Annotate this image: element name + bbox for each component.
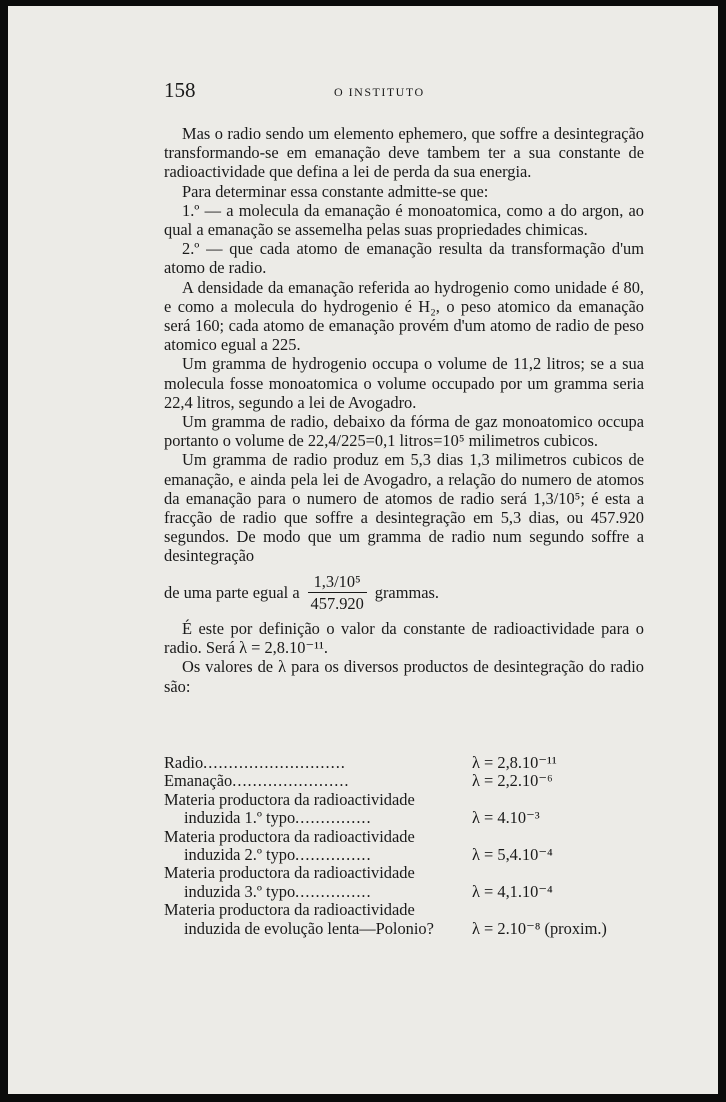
row-value [464,864,648,882]
fraction [308,572,367,613]
table-row [164,791,648,809]
paragraph: Um gramma de radio produz em 5,3 dias 1,3 milimetros cubicos de emanação, e ainda pela lei de Avogadro, a relação do numero de atomos da emanação para o numero de atomos de radio será 1,3/10⁵; é esta a fracção de radio que soffre a desintegração em 5,3 dias, ou 457.920 segundos. De modo que um gramma de radio num segundo soffre a desintegração [164,450,644,566]
fraction-denominator: 457.920 [310,593,364,613]
decay-constants-table [164,754,648,938]
paragraph: Os valores de λ para os diversos productos de desintegração do radio são: [164,657,644,696]
row-value: λ = 4.10⁻³ [472,808,540,828]
row-value [464,791,648,809]
paragraph: É este por definição o valor da constante de radioactividade para o radio. Será λ = 2,8.10⁻¹¹. [164,619,644,658]
row-value: λ = 2,8.10⁻¹¹ [472,753,557,772]
running-title: O INSTITUTO [334,85,425,99]
table-row [164,828,648,846]
row-label: induzida de evolução lenta—Polonio? [184,919,434,938]
page-number: 158 [164,78,196,102]
paragraph: Para determinar essa constante admitte-se que: [182,181,489,201]
fraction-equation [164,572,644,613]
row-label: Radio............................ [164,754,346,772]
row-label: Materia productora da radioactividade [164,901,415,920]
row-label: induzida 1.º typo............... [184,809,372,828]
paragraph: Mas o radio sendo um elemento ephemero, que soffre a desintegração transformando-se em emanação deve tambem ter a sua constante de radioactividade que defina a lei de perda da sua energia. [164,124,644,182]
paragraph: Um gramma de hydrogenio occupa o volume de 11,2 litros; se a sua molecula fosse monoatomica o volume occupado por um gramma seria 22,4 litros, segundo a lei de Avogadro. [164,354,644,412]
paragraph: Um gramma de radio, debaixo da fórma de gaz monoatomico occupa portanto o volume de 22,4/225=0,1 litros=10⁵ milimetros cubicos. [164,412,644,451]
fraction-numerator: 1,3/10⁵ [308,572,367,593]
fraction-prefix: de uma parte egual a [164,582,300,602]
table-row [164,754,648,772]
row-value: λ = 2,2.10⁻⁶ [472,771,553,791]
row-value [464,828,648,846]
paragraph: 2.º — que cada atomo de emanação resulta da transformação d'um atomo de radio. [164,239,644,278]
row-label: induzida 2.º typo............... [184,846,372,865]
row-label: induzida 3.º typo............... [184,882,372,901]
body-text [164,124,644,696]
fraction-suffix: grammas. [374,582,439,602]
row-value: λ = 5,4.10⁻⁴ [472,845,553,865]
row-value [464,901,648,919]
table-row [164,864,648,882]
row-label: Materia productora da radioactividade [164,790,415,809]
row-value: λ = 4,1.10⁻⁴ [472,881,553,901]
paragraph: 1.º — a molecula da emanação é monoatomica, como a do argon, ao qual a emanação se assemelha pelas suas propriedades chimicas. [164,200,644,240]
table-row [164,901,648,919]
table-row [164,920,648,938]
page-header [164,76,654,106]
row-label: Emanação....................... [164,772,350,791]
book-page [8,6,718,1094]
table-row [164,883,648,901]
row-value: λ = 2.10⁻⁸ (proxim.) [472,918,607,938]
paragraph: A densidade da emanação referida ao hydrogenio como unidade é 80, e como a molecula do hydrogenio é H₂, o peso atomico da emanação será 160; cada atomo de emanação provém d'um atomo de radio de peso atomico egual a 225. [164,277,644,355]
table-row [164,772,648,790]
table-row [164,846,648,864]
table-row [164,809,648,827]
row-label: Materia productora da radioactividade [164,864,415,883]
row-label: Materia productora da radioactividade [164,827,415,846]
